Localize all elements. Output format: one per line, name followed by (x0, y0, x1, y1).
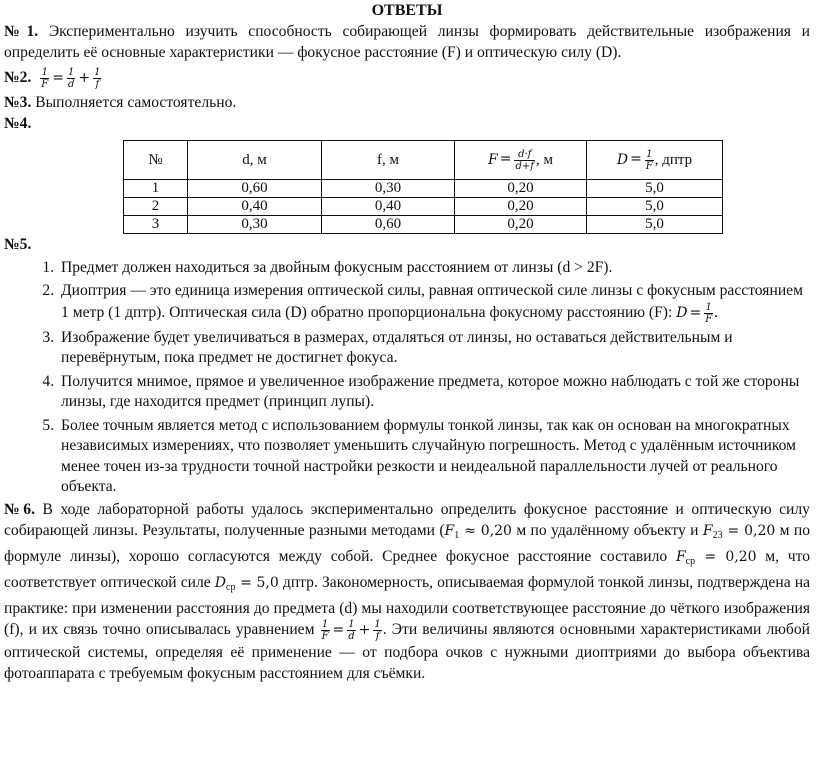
page-title: ОТВЕТЫ (371, 2, 443, 19)
table-cell: 0,60 (188, 180, 322, 198)
answer-3-text: Выполняется самостоятельно. (35, 94, 237, 111)
formula-fraction: $\frac{1}{F}$ (41, 66, 49, 90)
formula-fraction: $\frac{1}{d}$ (67, 66, 75, 90)
table-cell: 0,40 (188, 198, 322, 216)
answer-6-number: №6. (4, 500, 35, 518)
table-cell: 0,60 (322, 216, 455, 234)
table-cell: 0,40 (322, 198, 455, 216)
table-row (124, 180, 723, 198)
answer-1-text: Экспериментально изучить способность собирающей линзы формировать действительные изображения и определить её основные характеристики — фокусное расстояние (F) и оптическую силу (D). (4, 23, 810, 61)
list-item: 5. Более точным является метод с использованием формулы тонкой линзы, так как он основан на многократных независимых измерениях, что позволяет уменьшить случайную погрешность. Метод с удалённым источником менее точен из-за трудности точной настройки резкости и неидеальной параллельности лучей от реального объекта. (58, 416, 810, 498)
answer-4-number: №4. (4, 114, 32, 132)
table-cell: 0,30 (322, 180, 455, 198)
table-row (124, 198, 723, 216)
answer-5-number: №5. (4, 236, 32, 253)
answer-4 (4, 114, 810, 135)
table-cell: 3 (124, 216, 188, 234)
list-item: 4. Получится мнимое, прямое и увеличенное изображение предмета, которое можно наблюдать с той же стороны линзы, где находится предмет (принцип лупы). (58, 372, 810, 413)
table-cell: 5,0 (587, 198, 723, 216)
table-cell: 0,20 (455, 216, 587, 234)
answers-page (4, 0, 810, 684)
table-cell: 0,20 (455, 180, 587, 198)
header-f: f, м (322, 141, 455, 180)
answer-2 (4, 63, 810, 93)
table-cell: 2 (124, 198, 188, 216)
table-cell: 0,30 (188, 216, 322, 234)
header-optical-power: D = $\frac{1}{F}$ , дптр (587, 141, 723, 180)
header-number: № (124, 141, 188, 180)
answer-6: №6. В ходе лабораторной работы удалось экспериментально определить фокусное расстояние и оптическую силу собирающей линзы. Результаты, полученные разными методами ($F_1 \approx 0,20$ м по удалённому объекту и $F_{23} = 0,20$ м по формуле линзы), хорошо согласуются между собой. Среднее фокусное расстояние составило $F_{ср} = 0,20$ м, что соответствует оптической силе $D_{ср} = 5,0$ дптр. Закономерность, описываемая формулой тонкой линзы, подтверждена на практике: при изменении расстояния до предмета (d) мы находили соответствующее расстояние до чёткого изображения (f), и их связь точно описывалась уравнением $\frac{1}{F}$ = $\frac{1}{d}$ + $\frac{1}{f}$ . Эти величины являются основными характеристиками любой оптической системы, определяя её применение — от подбора очков с нужными диоптриями до выбора объектива фотоаппарата с требуемым фокусным расстоянием для съёмки. (4, 500, 811, 682)
header-focal-length: F = $\frac{d\cdot f}{d+f}$ , м (455, 141, 587, 180)
table-cell: 1 (124, 180, 188, 198)
lens-formula: $\frac{1}{F}$ = $\frac{1}{d}$ + $\frac{1}{f}$ (41, 66, 101, 90)
answer-2-number: №2. (4, 69, 32, 86)
results-table (123, 140, 723, 234)
list-item: 2. Диоптрия — это единица измерения оптической силы, равная оптической силе линзы с фокусным расстоянием 1 метр (1 дптр). Оптическая сила (D) обратно пропорциональна фокусному расстоянию (F): D = $\frac{1}{F}$ . (58, 281, 810, 325)
formula-fraction: $\frac{1}{f}$ (94, 66, 101, 90)
table-row (124, 216, 723, 234)
table-cell: 0,20 (455, 198, 587, 216)
table-cell: 5,0 (587, 216, 723, 234)
header-d: d, м (188, 141, 322, 180)
table-cell: 5,0 (587, 180, 723, 198)
list-item: 3. Изображение будет увеличиваться в размерах, отдаляться от линзы, но оставаться действительным и перевёрнутым, пока предмет не достигнет фокуса. (58, 328, 810, 369)
answer-1 (4, 22, 810, 63)
answer-3-number: №3. (4, 94, 32, 111)
answer-3 (4, 93, 810, 114)
list-item: 1. Предмет должен находиться за двойным фокусным расстоянием от линзы (d > 2F). (58, 258, 810, 279)
answer-1-number: №1. (4, 23, 39, 40)
answer-5 (4, 235, 810, 256)
answer-5-list (4, 258, 810, 498)
table-header-row (124, 141, 723, 180)
